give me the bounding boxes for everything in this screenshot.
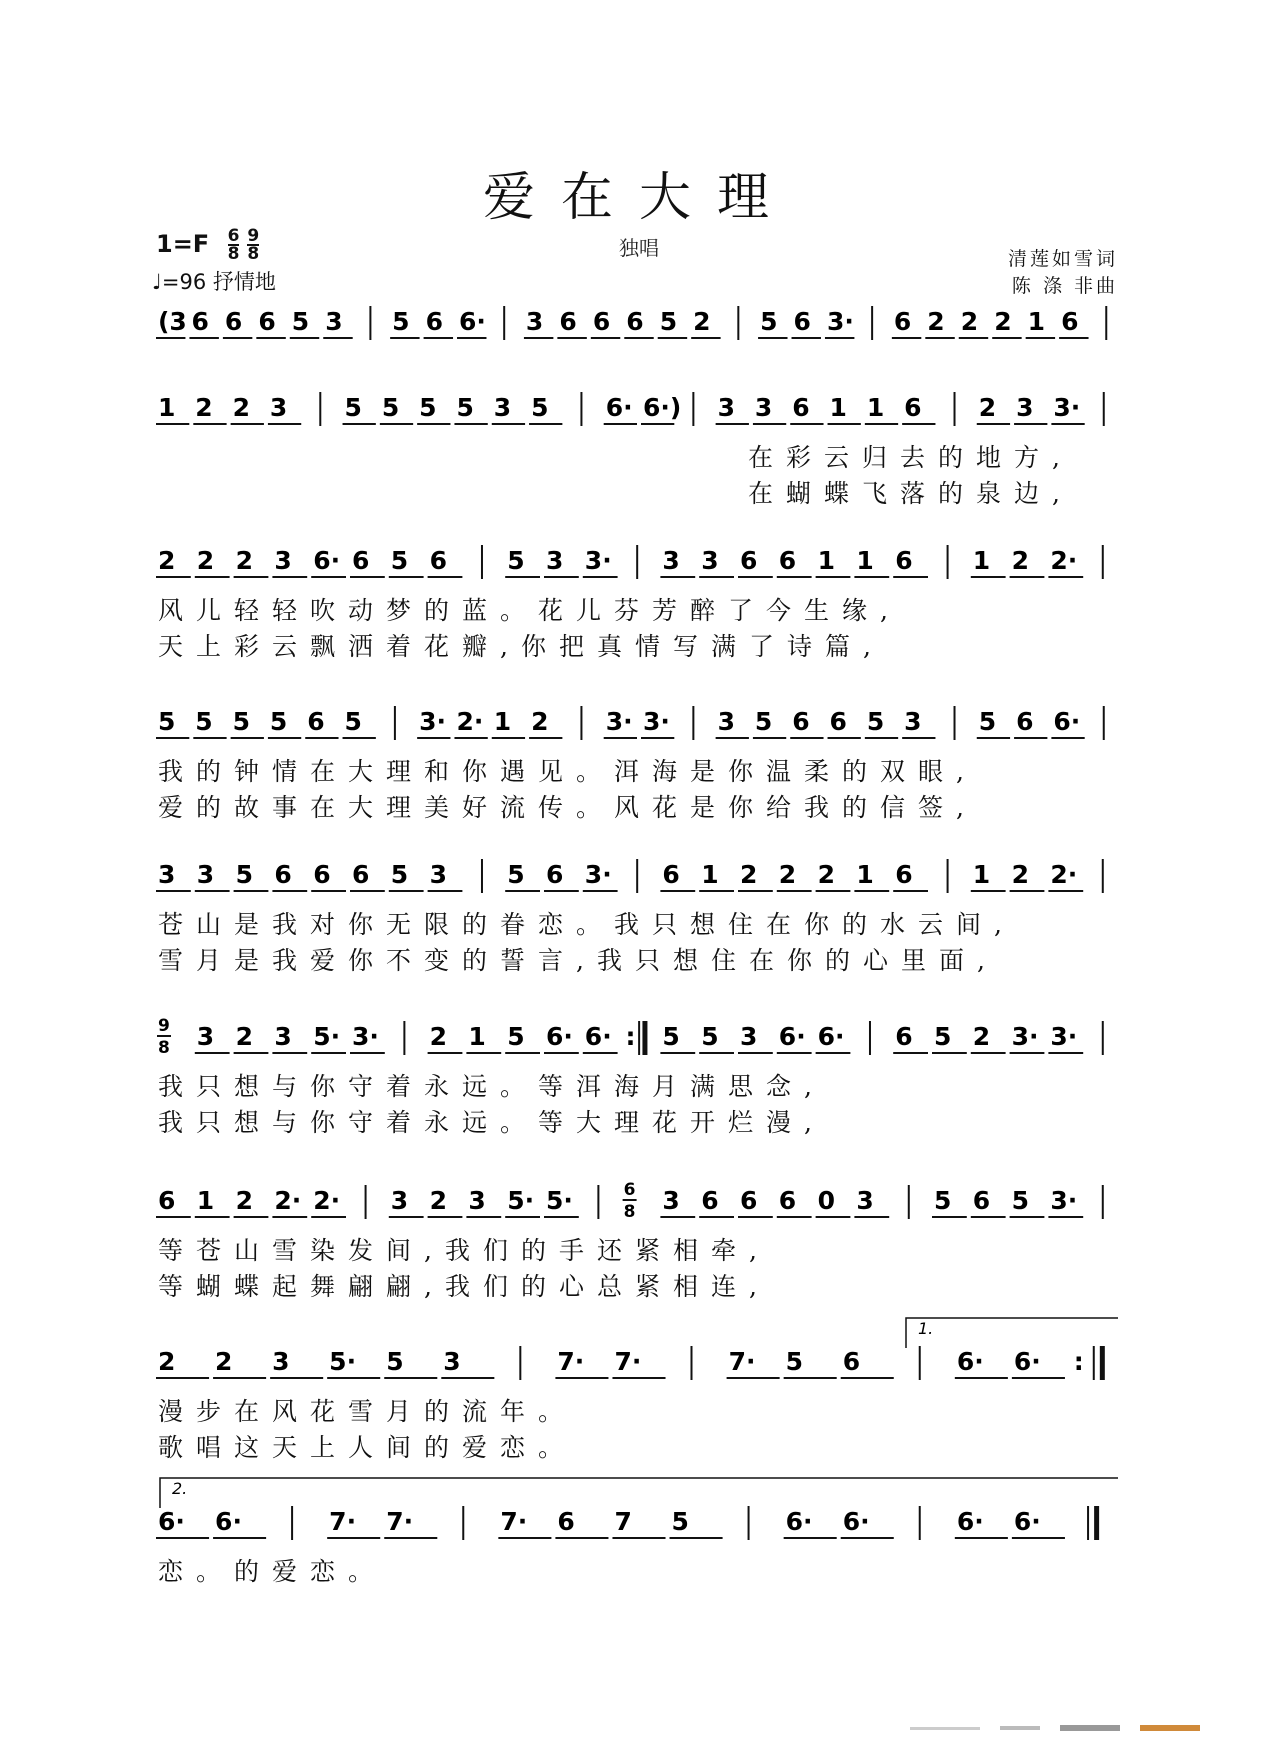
volta-bracket <box>906 1318 1118 1348</box>
note: 1 <box>1027 307 1046 336</box>
watermark-strip <box>910 1723 1210 1733</box>
note: 2 <box>429 1022 448 1051</box>
note: 6 <box>893 307 912 336</box>
note: 2 <box>215 1347 233 1376</box>
note: 6 <box>842 1347 861 1376</box>
note: 1 <box>866 393 885 422</box>
note: 3 <box>662 546 680 575</box>
note: 6· <box>459 307 486 336</box>
note: 1 <box>158 393 176 422</box>
note: 5 <box>531 393 549 422</box>
note: 2 <box>235 1022 254 1051</box>
note: 6· <box>546 1022 573 1051</box>
repeat-dots: : <box>625 1022 636 1051</box>
note: 5 <box>344 393 362 422</box>
note: 6· <box>956 1507 984 1536</box>
note: 3· <box>643 707 670 736</box>
note: 6 <box>701 1186 719 1215</box>
note: 1 <box>856 546 874 575</box>
note: 5 <box>419 393 437 422</box>
note: 6 <box>274 860 292 889</box>
note: 3 <box>390 1186 409 1215</box>
note: 3 <box>717 707 736 736</box>
note: 2 <box>817 860 836 889</box>
note: 7· <box>329 1507 357 1536</box>
note: 1 <box>829 393 847 422</box>
note: 6 <box>352 546 370 575</box>
note: 6 <box>1016 707 1034 736</box>
note: 2· <box>1050 546 1078 575</box>
note: 3· <box>1053 393 1081 422</box>
note: 5 <box>760 307 778 336</box>
note: 6 <box>972 1186 991 1215</box>
note: 1 <box>972 860 991 889</box>
note: 5· <box>507 1186 535 1215</box>
note: 7· <box>557 1347 585 1376</box>
note: 3 <box>196 1022 215 1051</box>
note: 6· <box>584 1022 612 1051</box>
note: 3· <box>1011 1022 1039 1051</box>
lyric-line: 歌唱这天上人间的爱恋。 <box>158 1433 577 1462</box>
note: 2· <box>274 1186 302 1215</box>
note: 3 <box>1016 393 1034 422</box>
time-signature: 9 <box>158 1016 170 1036</box>
note: 5· <box>313 1022 341 1051</box>
note: 5 <box>507 1022 525 1051</box>
note: 6· <box>1013 1347 1041 1376</box>
note: 1 <box>856 860 874 889</box>
note: 6· <box>956 1347 984 1376</box>
note: 6 <box>429 546 448 575</box>
composer: 陈 涤 非曲 <box>1011 275 1118 297</box>
note: 6· <box>313 546 341 575</box>
note: 5 <box>866 707 885 736</box>
note: 1 <box>468 1022 486 1051</box>
note: 2 <box>158 1347 176 1376</box>
time-signature: 8 <box>158 1038 170 1058</box>
note: 6 <box>1061 307 1079 336</box>
volta-bracket <box>160 1478 1118 1508</box>
note: 3 <box>269 393 288 422</box>
note: 2 <box>778 860 797 889</box>
lyric-line: 漫步在风花雪月的流年。 <box>158 1397 577 1426</box>
note: 2 <box>978 393 997 422</box>
lyric-line: 恋。的爱恋。 <box>158 1557 387 1586</box>
note: 3 <box>662 1186 680 1215</box>
note: 5 <box>701 1022 719 1051</box>
note: 7· <box>728 1347 756 1376</box>
tempo-marking: ♩=96 抒情地 <box>152 270 276 294</box>
note: 2· <box>456 707 484 736</box>
lyric-line: 雪月是我爱你不变的誓言,我只想住在你的心里面, <box>158 946 998 975</box>
note: 3 <box>856 1186 874 1215</box>
note: 3· <box>826 307 854 336</box>
note: 6· <box>817 1022 845 1051</box>
note: 6 <box>662 860 680 889</box>
note: 5 <box>392 307 410 336</box>
note: 6 <box>778 546 797 575</box>
note: 2 <box>195 393 213 422</box>
time-signature: $\frac{6}{8}$ <box>227 226 240 264</box>
note: 3 <box>272 1347 290 1376</box>
note: 6 <box>895 860 913 889</box>
note: 5 <box>390 860 409 889</box>
note: 5 <box>785 1347 804 1376</box>
note: 2 <box>1011 860 1030 889</box>
note: 2 <box>232 393 251 422</box>
note: 3 <box>717 393 736 422</box>
note: 6 <box>191 307 209 336</box>
note: 2 <box>693 307 711 336</box>
note: 6 <box>895 1022 913 1051</box>
note: 7· <box>386 1507 414 1536</box>
lyric-line: 在蝴蝶飞落的泉边, <box>748 479 1073 508</box>
note: 6· <box>158 1507 185 1536</box>
note: 3 <box>525 307 544 336</box>
note: 2 <box>235 546 254 575</box>
note: 6 <box>425 307 443 336</box>
song-title: 爱在大理 <box>482 168 795 228</box>
note: 7 <box>614 1507 632 1536</box>
note: 6· <box>605 393 633 422</box>
lyric-line: 风儿轻轻吹动梦的蓝。花儿芬芳醉了今生缘, <box>158 596 901 625</box>
lyric-line: 天上彩云飘洒着花瓣,你把真情写满了诗篇, <box>158 632 884 661</box>
note: 5 <box>235 860 254 889</box>
note: 3 <box>274 546 292 575</box>
note: 6 <box>626 307 644 336</box>
note: 5 <box>269 707 288 736</box>
note: 6 <box>559 307 577 336</box>
note: 6 <box>904 393 922 422</box>
lyric-line: 等苍山雪染发间,我们的手还紧相牵, <box>158 1236 770 1265</box>
note: 5 <box>659 307 678 336</box>
note: 6 <box>792 393 810 422</box>
note: 1 <box>817 546 836 575</box>
note: 5 <box>158 707 176 736</box>
note: 6 <box>258 307 276 336</box>
note: 6 <box>778 1186 797 1215</box>
note: 5 <box>456 393 474 422</box>
note: 3 <box>274 1022 292 1051</box>
performance-type: 独唱 <box>619 236 659 260</box>
note: 2 <box>158 546 176 575</box>
note: 5 <box>507 860 525 889</box>
lyric-line: 我只想与你守着永远。等洱海月满思念, <box>158 1072 825 1101</box>
note: 6 <box>313 860 331 889</box>
note: 6 <box>352 860 370 889</box>
note: 5 <box>934 1022 952 1051</box>
time-signature: $\frac{9}{8}$ <box>247 226 260 264</box>
note: 5 <box>344 707 362 736</box>
note: 5 <box>754 707 773 736</box>
note: 2 <box>196 546 215 575</box>
note: 1 <box>196 1186 215 1215</box>
note: 3· <box>605 707 633 736</box>
volta-number: 1. <box>918 1319 934 1338</box>
note: 6 <box>557 1507 575 1536</box>
note: 6· <box>842 1507 870 1536</box>
note: 5 <box>978 707 997 736</box>
note: 6· <box>778 1022 806 1051</box>
note: 5 <box>671 1507 689 1536</box>
note: 2 <box>235 1186 254 1215</box>
note: 7· <box>500 1507 528 1536</box>
lyricist: 清莲如雪词 <box>1007 248 1118 270</box>
note: 6 <box>546 860 564 889</box>
note: 5 <box>507 546 525 575</box>
lyric-line: 我的钟情在大理和你遇见。洱海是你温柔的双眼, <box>158 757 977 786</box>
note: 6 <box>158 1186 176 1215</box>
note: 2 <box>972 1022 991 1051</box>
note: 3 <box>740 1022 758 1051</box>
note: 5 <box>381 393 400 422</box>
note: (3 <box>158 307 187 336</box>
note: 6 <box>829 707 847 736</box>
note: 6 <box>740 1186 758 1215</box>
note: 1 <box>493 707 512 736</box>
lyric-line: 在彩云归去的地方, <box>748 443 1073 472</box>
note: 7· <box>614 1347 642 1376</box>
note: 5 <box>232 707 251 736</box>
note: 6 <box>793 307 811 336</box>
note: 5 <box>386 1347 404 1376</box>
note: 2 <box>927 307 945 336</box>
note: 3· <box>352 1022 379 1051</box>
repeat-dots: : <box>1073 1347 1084 1376</box>
note: 3 <box>443 1347 461 1376</box>
note: 3 <box>904 707 922 736</box>
note: 3 <box>468 1186 486 1215</box>
note: 5 <box>195 707 213 736</box>
lyric-line: 我只想与你守着永远。等大理花开烂漫, <box>158 1108 825 1137</box>
note: 2· <box>1050 860 1078 889</box>
note: 2 <box>531 707 549 736</box>
note: 6 <box>792 707 810 736</box>
key-label: 1=F <box>156 230 210 258</box>
note: 6· <box>1053 707 1081 736</box>
note: 5 <box>390 546 409 575</box>
note: 5· <box>546 1186 573 1215</box>
note: 2· <box>313 1186 341 1215</box>
note: 1 <box>972 546 991 575</box>
note: 0 <box>817 1186 836 1215</box>
note: 6 <box>740 546 758 575</box>
note: 3 <box>325 307 343 336</box>
note: 3 <box>158 860 176 889</box>
time-signature: 8 <box>623 1202 636 1222</box>
note: 6· <box>215 1507 242 1536</box>
lyric-line: 爱的故事在大理美好流传。风花是你给我的信签, <box>158 793 977 822</box>
note: 6 <box>224 307 243 336</box>
note: 3 <box>196 860 215 889</box>
note: 3 <box>546 546 564 575</box>
note: 3· <box>1050 1186 1078 1215</box>
note: 2 <box>740 860 758 889</box>
note: 5 <box>662 1022 680 1051</box>
note: 1 <box>701 860 719 889</box>
note: 5 <box>934 1186 952 1215</box>
note: 3 <box>754 393 773 422</box>
note: 5 <box>1011 1186 1030 1215</box>
note: 2 <box>960 307 979 336</box>
note: 3 <box>429 860 448 889</box>
note: 6· <box>785 1507 813 1536</box>
note: 3· <box>584 860 612 889</box>
note: 6 <box>592 307 611 336</box>
lyric-line: 苍山是我对你无限的眷恋。我只想住在你的水云间, <box>158 910 1015 939</box>
note: 3 <box>493 393 512 422</box>
note: 6 <box>895 546 913 575</box>
note: 5· <box>329 1347 357 1376</box>
note: 6·) <box>643 393 682 422</box>
note: 5 <box>291 307 310 336</box>
note: 3· <box>1050 1022 1078 1051</box>
note: 3 <box>701 546 719 575</box>
note: 2 <box>429 1186 448 1215</box>
lyric-line: 等蝴蝶起舞翩翩,我们的心总紧相连, <box>158 1272 770 1301</box>
note: 3· <box>584 546 612 575</box>
note: 2 <box>1011 546 1030 575</box>
volta-number: 2. <box>172 1479 188 1498</box>
note: 3· <box>419 707 447 736</box>
time-signature: 6 <box>623 1180 636 1200</box>
note: 6· <box>1013 1507 1041 1536</box>
note: 6 <box>307 707 325 736</box>
note: 2 <box>994 307 1012 336</box>
